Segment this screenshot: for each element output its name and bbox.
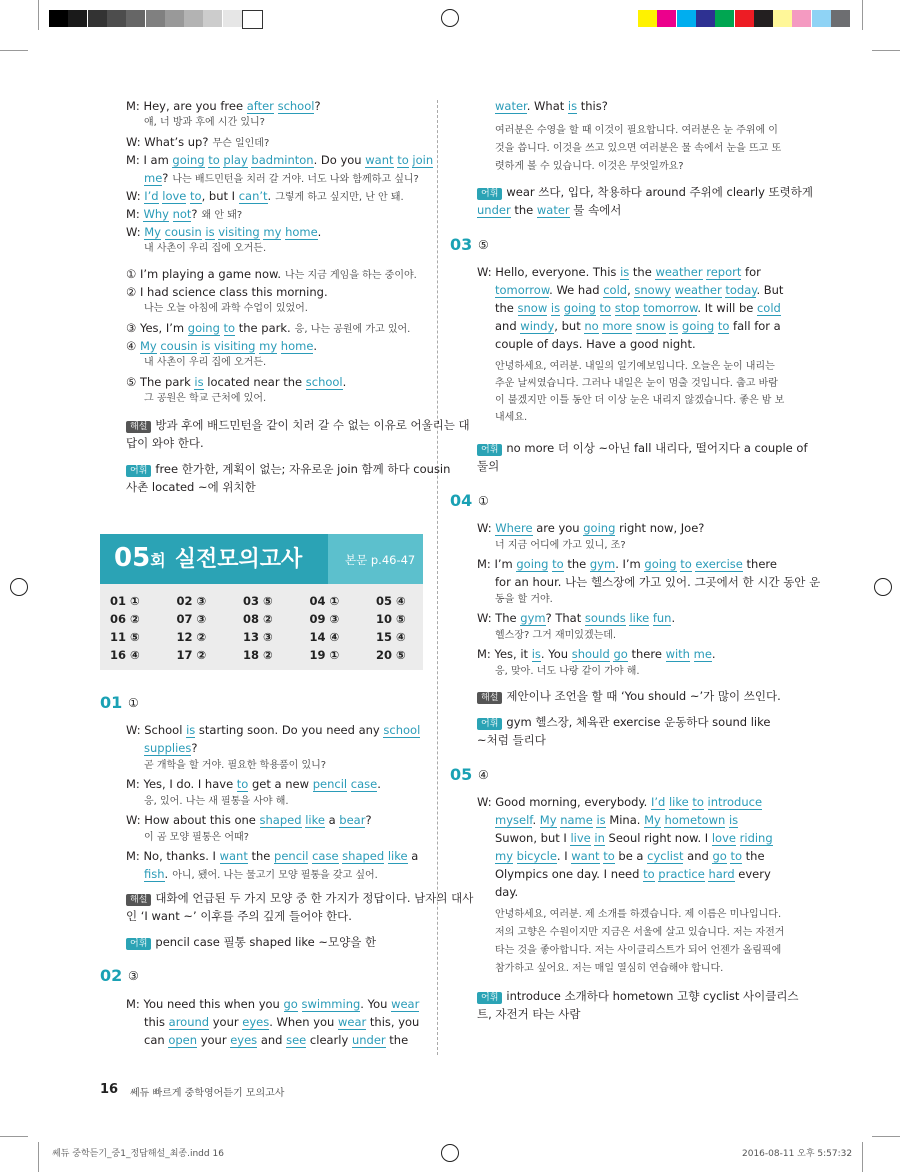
option-line: ① I’m playing a game now. 나는 지금 게임을 하는 중이야.: [126, 267, 417, 281]
vocab-word: is: [201, 339, 211, 353]
vocab-word: live: [570, 831, 591, 845]
dialog-line: supplies?: [144, 741, 198, 755]
vocab-word: my: [259, 339, 278, 353]
vocab-word: going: [516, 557, 549, 571]
vocab-word: want: [365, 153, 394, 167]
vocab-word: today: [725, 283, 757, 297]
vocab-word: like: [629, 611, 650, 625]
translation: 무슨 일인데?: [212, 138, 270, 149]
translation: 아니, 됐어. 나는 물고기 모양 필통을 갖고 싶어.: [172, 870, 378, 881]
eohwi-note: 어휘 pencil case 필통 shaped like ~모양을 한: [126, 934, 376, 950]
dialog-line: M: I’m going to the gym. I’m going to exercise there: [477, 557, 777, 571]
footer-title: 쎄듀 빠르게 중학영어듣기 모의고사: [130, 1088, 285, 1099]
vocab-word: introduce: [707, 795, 763, 809]
vocab-word: want: [571, 849, 600, 863]
vocab-word: more: [602, 319, 633, 333]
vocab-word: visiting: [218, 225, 260, 239]
dialog-line: W: Good morning, everybody. I’d like to introduce: [477, 795, 763, 809]
vocab-word: cold: [756, 301, 781, 315]
vocab-word: play: [223, 153, 248, 167]
dialog-line: fish. 아니, 됐어. 나는 물고기 모양 필통을 갖고 싶어.: [144, 867, 378, 881]
answer-cell: 14 ④: [309, 630, 340, 644]
dialog-line: W: Where are you going right now, Joe?: [477, 521, 705, 535]
dialog-line: M: No, thanks. I want the pencil case shaped like a: [126, 849, 419, 863]
translation: 내 사촌이 우리 집에 오거든.: [144, 357, 267, 368]
answer-cell: 11 ⑤: [110, 630, 140, 644]
translation: 왜 안 돼?: [201, 210, 243, 221]
haeseol-note-line2: 인 ‘I want ~’ 이후를 주의 깊게 들어야 한다.: [126, 909, 352, 923]
banner-title: 05회 실전모의고사: [114, 543, 303, 573]
translation: 나는 오늘 아침에 과학 수업이 있었어.: [144, 303, 308, 314]
note: [477, 988, 799, 1004]
vocab-word: windy: [520, 319, 555, 333]
vocab-word: to: [717, 319, 730, 333]
registration-mark-bottom-icon: [441, 1144, 459, 1162]
gray-swatch: [68, 10, 87, 27]
vocab-word: around: [168, 1015, 210, 1029]
answer-cell: 05 ④: [376, 594, 406, 608]
vocab-word: is: [728, 813, 739, 827]
answer-cell: 02 ③: [176, 594, 207, 608]
answer-cell: 10 ⑤: [376, 612, 406, 626]
answer-cell: 01 ①: [110, 594, 140, 608]
color-swatch: [754, 10, 773, 27]
note: [477, 184, 813, 200]
vocab-word: in: [594, 831, 605, 845]
answer-cell: 06 ②: [110, 612, 140, 626]
gray-swatch: [126, 10, 145, 27]
dialog-line: the snow is going to stop tomorrow. It will be cold: [495, 301, 781, 315]
vocab-word: open: [168, 1033, 198, 1047]
vocab-word: to: [643, 867, 655, 881]
vocab-word: weather: [655, 265, 703, 279]
note: [477, 688, 781, 704]
dialog-line: W: My cousin is visiting my home.: [126, 225, 322, 239]
test-banner: [100, 534, 423, 584]
vocab-word: going: [644, 557, 677, 571]
vocab-word: shaped: [342, 849, 385, 863]
crop-mark: [862, 0, 863, 30]
vocab-word: cold: [603, 283, 628, 297]
translation: 이 불겠지만 이틀 동안 더 이상 눈은 내리지 않겠습니다. 좋은 밤 보: [495, 395, 785, 406]
note-line2: under the water 물 속에서: [477, 203, 622, 217]
vocab-word: no: [584, 319, 599, 333]
dialog-line: W: School is starting soon. Do you need any school: [126, 723, 421, 737]
vocab-word: to: [223, 321, 236, 335]
color-swatch: [657, 10, 676, 27]
vocab-word: cousin: [164, 225, 202, 239]
color-swatch: [773, 10, 792, 27]
vocab-word: like: [387, 849, 408, 863]
dialog-line: this around your eyes. When you wear this, you: [144, 1015, 420, 1029]
question-number: 04: [450, 491, 473, 510]
registration-mark-top-icon: [441, 9, 459, 27]
translation: 그렇게 하고 싶지만, 난 안 돼.: [275, 192, 404, 203]
crop-mark: [38, 1142, 39, 1172]
question-answer: ⑤: [478, 238, 489, 252]
vocab-word: myself: [495, 813, 533, 827]
answer-cell: 16 ④: [110, 648, 140, 662]
slug-file: 쎄듀 중학듣기_중1_정답해설_최종.indd 16: [52, 1149, 224, 1159]
vocab-word: going: [583, 521, 616, 535]
vocab-word: eyes: [230, 1033, 258, 1047]
vocab-word: eyes: [242, 1015, 270, 1029]
vocab-word: water: [536, 203, 570, 217]
vocab-word: wear: [391, 997, 420, 1011]
note-tag: 어휘: [477, 188, 502, 200]
vocab-word: My: [139, 339, 157, 353]
dialog-line: M: Yes, I do. I have to get a new pencil case.: [126, 777, 381, 791]
vocab-word: Why: [143, 207, 169, 221]
answer-cell: 08 ②: [243, 612, 273, 626]
vocab-word: is: [531, 647, 541, 661]
vocab-word: my: [263, 225, 282, 239]
vocab-word: supplies: [144, 741, 192, 755]
translation: 저의 고향은 수원이지만 지금은 서울에 살고 있습니다. 저는 자전거: [495, 927, 785, 938]
translation: 추운 날씨였습니다. 그러나 내일은 눈이 멈출 것입니다. 춥고 바람: [495, 378, 778, 389]
vocab-word: Where: [495, 521, 533, 535]
vocab-word: should: [571, 647, 610, 661]
note: [477, 440, 808, 456]
vocab-word: gym: [589, 557, 616, 571]
vocab-word: My: [144, 225, 161, 239]
crop-mark: [0, 1136, 28, 1137]
eohwi-note: 어휘 free 한가한, 계획이 없는; 자유로운 join 함께 하다 cousin: [126, 461, 450, 477]
answer-cell: 07 ③: [176, 612, 207, 626]
translation: 그 공원은 학교 근처에 있어.: [144, 393, 267, 404]
gray-swatch: [184, 10, 203, 27]
color-swatch: [677, 10, 696, 27]
vocab-word: bear: [339, 813, 366, 827]
vocab-word: case: [312, 849, 339, 863]
option-line: ③ Yes, I’m going to the park. 응, 나는 공원에 가고 있어.: [126, 321, 411, 335]
vocab-word: wear: [338, 1015, 367, 1029]
vocab-word: with: [665, 647, 690, 661]
vocab-word: case: [350, 777, 378, 791]
question-number: 02: [100, 966, 123, 985]
column-divider: [437, 100, 438, 1055]
option-line: ④ My cousin is visiting my home.: [126, 339, 318, 353]
translation: 나는 배드민턴을 치러 갈 거야. 너도 나와 함께하고 싶니?: [172, 174, 419, 185]
vocab-word: going: [172, 153, 205, 167]
eohwi-note-line2: 사촌 located ~에 위치한: [126, 480, 256, 494]
crop-mark: [38, 0, 39, 30]
gray-swatch: [146, 10, 165, 27]
vocab-word: pencil: [312, 777, 348, 791]
dialog-line: myself. My name is Mina. My hometown is: [495, 813, 739, 827]
vocab-word: go: [613, 647, 628, 661]
translation: 안녕하세요, 여러분. 제 소개를 하겠습니다. 제 이름은 미나입니다.: [495, 909, 782, 920]
answer-cell: 03 ⑤: [243, 594, 273, 608]
vocab-word: pencil: [274, 849, 309, 863]
note-tag: 어휘: [477, 992, 502, 1004]
vocab-word: is: [567, 99, 578, 113]
note-tag: 해설: [126, 421, 151, 433]
option-line: ② I had science class this morning.: [126, 285, 328, 299]
vocab-word: hometown: [664, 813, 726, 827]
question-number: 03: [450, 235, 473, 254]
translation: 너 지금 어디에 가고 있니, 조?: [495, 540, 626, 551]
translation: 동을 할 거야.: [495, 594, 553, 605]
vocab-word: tomorrow: [495, 283, 550, 297]
note-line2: 트, 자전거 타는 사람: [477, 1007, 581, 1021]
banner-page-ref: 본문 p.46-47: [345, 553, 416, 567]
vocab-word: like: [305, 813, 325, 827]
vocab-word: exercise: [695, 557, 743, 571]
answer-cell: 04 ①: [309, 594, 340, 608]
vocab-word: going: [187, 321, 220, 335]
vocab-word: me: [144, 171, 163, 185]
vocab-word: visiting: [213, 339, 256, 353]
color-swatch: [831, 10, 850, 27]
translation: 헬스장? 그거 재미있겠는데.: [495, 630, 617, 641]
vocab-word: love: [162, 189, 187, 203]
vocab-word: fun: [652, 611, 672, 625]
vocab-word: to: [552, 557, 564, 571]
dialog-line: Suwon, but I live in Seoul right now. I love riding: [495, 831, 773, 845]
translation: 내세요.: [495, 412, 528, 423]
translation: 내 사촌이 우리 집에 오거든.: [144, 243, 267, 254]
vocab-word: going: [682, 319, 715, 333]
registration-mark-left-icon: [10, 578, 28, 596]
vocab-word: report: [706, 265, 742, 279]
vocab-word: me: [693, 647, 712, 661]
vocab-word: snow: [517, 301, 548, 315]
dialog-line: W: I’d love to, but I can’t. 그렇게 하고 싶지만, 난 안 돼.: [126, 189, 404, 203]
vocab-word: going: [563, 301, 596, 315]
note: [477, 714, 770, 730]
note-text: introduce 소개하다 hometown 고향 cyclist 사이클리스: [506, 989, 799, 1003]
vocab-word: is: [620, 265, 630, 279]
page-number: 16: [100, 1082, 119, 1097]
translation: 나는 지금 게임을 하는 중이야.: [285, 270, 417, 281]
answer-grid: [100, 584, 423, 670]
note-line2: ~처럼 들리다: [477, 733, 546, 747]
crop-mark: [872, 50, 900, 51]
dialog-line: water. What is this?: [495, 99, 608, 113]
question-answer: ①: [128, 696, 139, 710]
vocab-word: snowy: [634, 283, 671, 297]
question-number: 01: [100, 693, 123, 712]
crop-mark: [872, 1136, 900, 1137]
dialog-line: W: Hello, everyone. This is the weather report for: [477, 265, 761, 279]
dialog-line: M: Hey, are you free after school?: [126, 99, 321, 113]
vocab-word: to: [603, 849, 615, 863]
vocab-word: tomorrow: [643, 301, 698, 315]
note-line2: 둘의: [477, 459, 500, 473]
vocab-word: riding: [739, 831, 773, 845]
gray-swatch: [223, 10, 242, 27]
color-swatch: [792, 10, 811, 27]
vocab-word: bicycle: [516, 849, 557, 863]
crop-mark: [0, 50, 28, 51]
question-answer: ④: [478, 768, 489, 782]
note-tag: 어휘: [477, 444, 502, 456]
dialog-line: Olympics one day. I need to practice hard every: [495, 867, 771, 881]
color-swatch: [812, 10, 831, 27]
note-tag: 어휘: [477, 718, 502, 730]
dialog-line: can open your eyes and see clearly under the: [144, 1033, 409, 1047]
dialog-line: M: Why not? 왜 안 돼?: [126, 207, 243, 221]
gray-swatch: [203, 10, 222, 27]
vocab-word: see: [286, 1033, 307, 1047]
vocab-word: is: [550, 301, 561, 315]
vocab-word: is: [205, 225, 215, 239]
dialog-line: M: Yes, it is. You should go there with me.: [477, 647, 716, 661]
vocab-word: under: [351, 1033, 386, 1047]
translation: 곧 개학을 할 거야. 필요한 학용품이 있니?: [144, 760, 327, 771]
vocab-word: to: [730, 849, 742, 863]
question-answer: ①: [478, 494, 489, 508]
vocab-word: My: [539, 813, 557, 827]
translation: 얘, 너 방과 후에 시간 있니?: [144, 117, 265, 128]
vocab-word: is: [669, 319, 679, 333]
vocab-word: water: [495, 99, 527, 113]
vocab-word: fish: [144, 867, 165, 881]
vocab-word: hard: [708, 867, 735, 881]
note-text: gym 헬스장, 체육관 exercise 운동하다 sound like: [506, 715, 771, 729]
vocab-word: to: [599, 301, 612, 315]
translation: 응, 맞아. 너도 나랑 같이 가야 해.: [495, 666, 640, 677]
vocab-word: is: [596, 813, 606, 827]
vocab-word: practice: [658, 867, 705, 881]
dialog-line: couple of days. Have a good night.: [495, 337, 696, 351]
vocab-word: I’d: [650, 795, 666, 809]
vocab-word: I’d: [144, 189, 159, 203]
answer-cell: 18 ②: [243, 648, 273, 662]
slug-date: 2016-08-11 오후 5:57:32: [742, 1149, 853, 1159]
question-answer: ③: [128, 969, 139, 983]
answer-cell: 13 ③: [243, 630, 273, 644]
vocab-word: after: [246, 99, 274, 113]
vocab-word: not: [172, 207, 192, 221]
gray-swatch: [165, 10, 184, 27]
vocab-word: go: [283, 997, 298, 1011]
vocab-word: like: [668, 795, 689, 809]
haeseol-note: 해설 방과 후에 배드민턴을 같이 치러 갈 수 없는 이유로 어울리는 대: [126, 417, 470, 433]
vocab-word: home: [285, 225, 318, 239]
note-text: 제안이나 조언을 할 때 ‘You should ~’가 많이 쓰인다.: [506, 689, 781, 703]
vocab-word: stop: [614, 301, 640, 315]
translation: 렷하게 볼 수 있습니다. 이것은 무엇일까요?: [495, 161, 684, 172]
vocab-word: shaped: [259, 813, 302, 827]
question-number: 05: [450, 765, 473, 784]
vocab-word: to: [397, 153, 409, 167]
dialog-line: day.: [495, 885, 519, 899]
vocab-word: weather: [674, 283, 722, 297]
answer-cell: 15 ④: [376, 630, 406, 644]
color-swatch: [696, 10, 715, 27]
vocab-word: badminton: [251, 153, 314, 167]
vocab-word: to: [692, 795, 704, 809]
answer-cell: 17 ②: [176, 648, 207, 662]
dialog-line: and windy, but no more snow is going to fall for a: [495, 319, 781, 333]
haeseol-note: 해설 대화에 언급된 두 가지 모양 중 한 가지가 정답이다. 남자의 대사: [126, 890, 473, 906]
vocab-word: name: [560, 813, 593, 827]
vocab-word: go: [712, 849, 727, 863]
vocab-word: to: [680, 557, 692, 571]
vocab-word: love: [711, 831, 736, 845]
gray-swatch: [107, 10, 126, 27]
vocab-word: school: [277, 99, 315, 113]
gray-swatch: [242, 10, 263, 29]
translation: 안녕하세요, 여러분. 내일의 일기예보입니다. 오늘은 눈이 내리는: [495, 361, 775, 372]
registration-mark-right-icon: [874, 578, 892, 596]
vocab-word: join: [412, 153, 434, 167]
answer-cell: 20 ⑤: [376, 648, 406, 662]
dialog-line: W: How about this one shaped like a bear?: [126, 813, 372, 827]
dialog-line: my bicycle. I want to be a cyclist and go to the: [495, 849, 765, 863]
answer-cell: 09 ③: [309, 612, 340, 626]
vocab-word: is: [186, 723, 196, 737]
haeseol-note-line2: 답이 와야 한다.: [126, 436, 204, 450]
answer-cell: 19 ①: [309, 648, 340, 662]
color-swatch: [638, 10, 657, 27]
vocab-word: my: [495, 849, 514, 863]
translation: 이 곰 모양 필통은 어때?: [144, 832, 249, 843]
dialog-line: W: The gym? That sounds like fun.: [477, 611, 676, 625]
crop-mark: [862, 1142, 863, 1172]
dialog-line: me? 나는 배드민턴을 치러 갈 거야. 너도 나와 함께하고 싶니?: [144, 171, 419, 185]
vocab-word: want: [219, 849, 248, 863]
vocab-word: My: [644, 813, 661, 827]
translation: 참가하고 싶어요. 저는 매일 열심히 연습해야 합니다.: [495, 963, 724, 974]
answer-cell: 12 ②: [176, 630, 207, 644]
note-text: wear 쓰다, 입다, 착용하다 around 주위에 clearly 또렷하게: [506, 185, 813, 199]
vocab-word: sounds: [584, 611, 626, 625]
dialog-line: W: What’s up? 무슨 일인데?: [126, 135, 270, 149]
vocab-word: school: [305, 375, 343, 389]
option-line: ⑤ The park is located near the school.: [126, 375, 347, 389]
note-text: no more 더 이상 ~아닌 fall 내리다, 떨어지다 a couple of: [506, 441, 808, 455]
color-swatch: [715, 10, 734, 27]
dialog-line: for an hour. 나는 헬스장에 가고 있어. 그곳에서 한 시간 동안 운: [495, 575, 821, 589]
vocab-word: cousin: [160, 339, 198, 353]
gray-swatch: [88, 10, 107, 27]
dialog-line: tomorrow. We had cold, snowy weather today. But: [495, 283, 784, 297]
translation: 응, 나는 공원에 가고 있어.: [294, 324, 411, 335]
vocab-word: cyclist: [647, 849, 684, 863]
vocab-word: swimming: [301, 997, 361, 1011]
translation: 것을 씁니다. 이것을 쓰고 있으면 여러분은 물 속에서 눈을 뜨고 또: [495, 143, 782, 154]
color-swatch: [735, 10, 754, 27]
dialog-line: M: You need this when you go swimming. You wear: [126, 997, 420, 1011]
vocab-word: under: [477, 203, 511, 217]
translation: 응, 있어. 나는 새 필통을 사야 해.: [144, 796, 289, 807]
vocab-word: school: [383, 723, 421, 737]
translation: 타는 것을 좋아합니다. 저는 사이클리스트가 되어 언젠가 올림픽에: [495, 945, 782, 956]
vocab-word: gym: [520, 611, 546, 625]
vocab-word: can’t: [238, 189, 268, 203]
dialog-line: M: I am going to play badminton. Do you want to join: [126, 153, 434, 167]
vocab-word: to: [208, 153, 220, 167]
vocab-word: to: [190, 189, 202, 203]
vocab-word: snow: [635, 319, 666, 333]
vocab-word: to: [236, 777, 249, 791]
translation: 여러분은 수영을 할 때 이것이 필요합니다. 여러분은 눈 주위에 이: [495, 125, 778, 136]
gray-swatch: [49, 10, 68, 27]
vocab-word: is: [194, 375, 204, 389]
note-tag: 해설: [477, 692, 502, 704]
vocab-word: home: [280, 339, 314, 353]
